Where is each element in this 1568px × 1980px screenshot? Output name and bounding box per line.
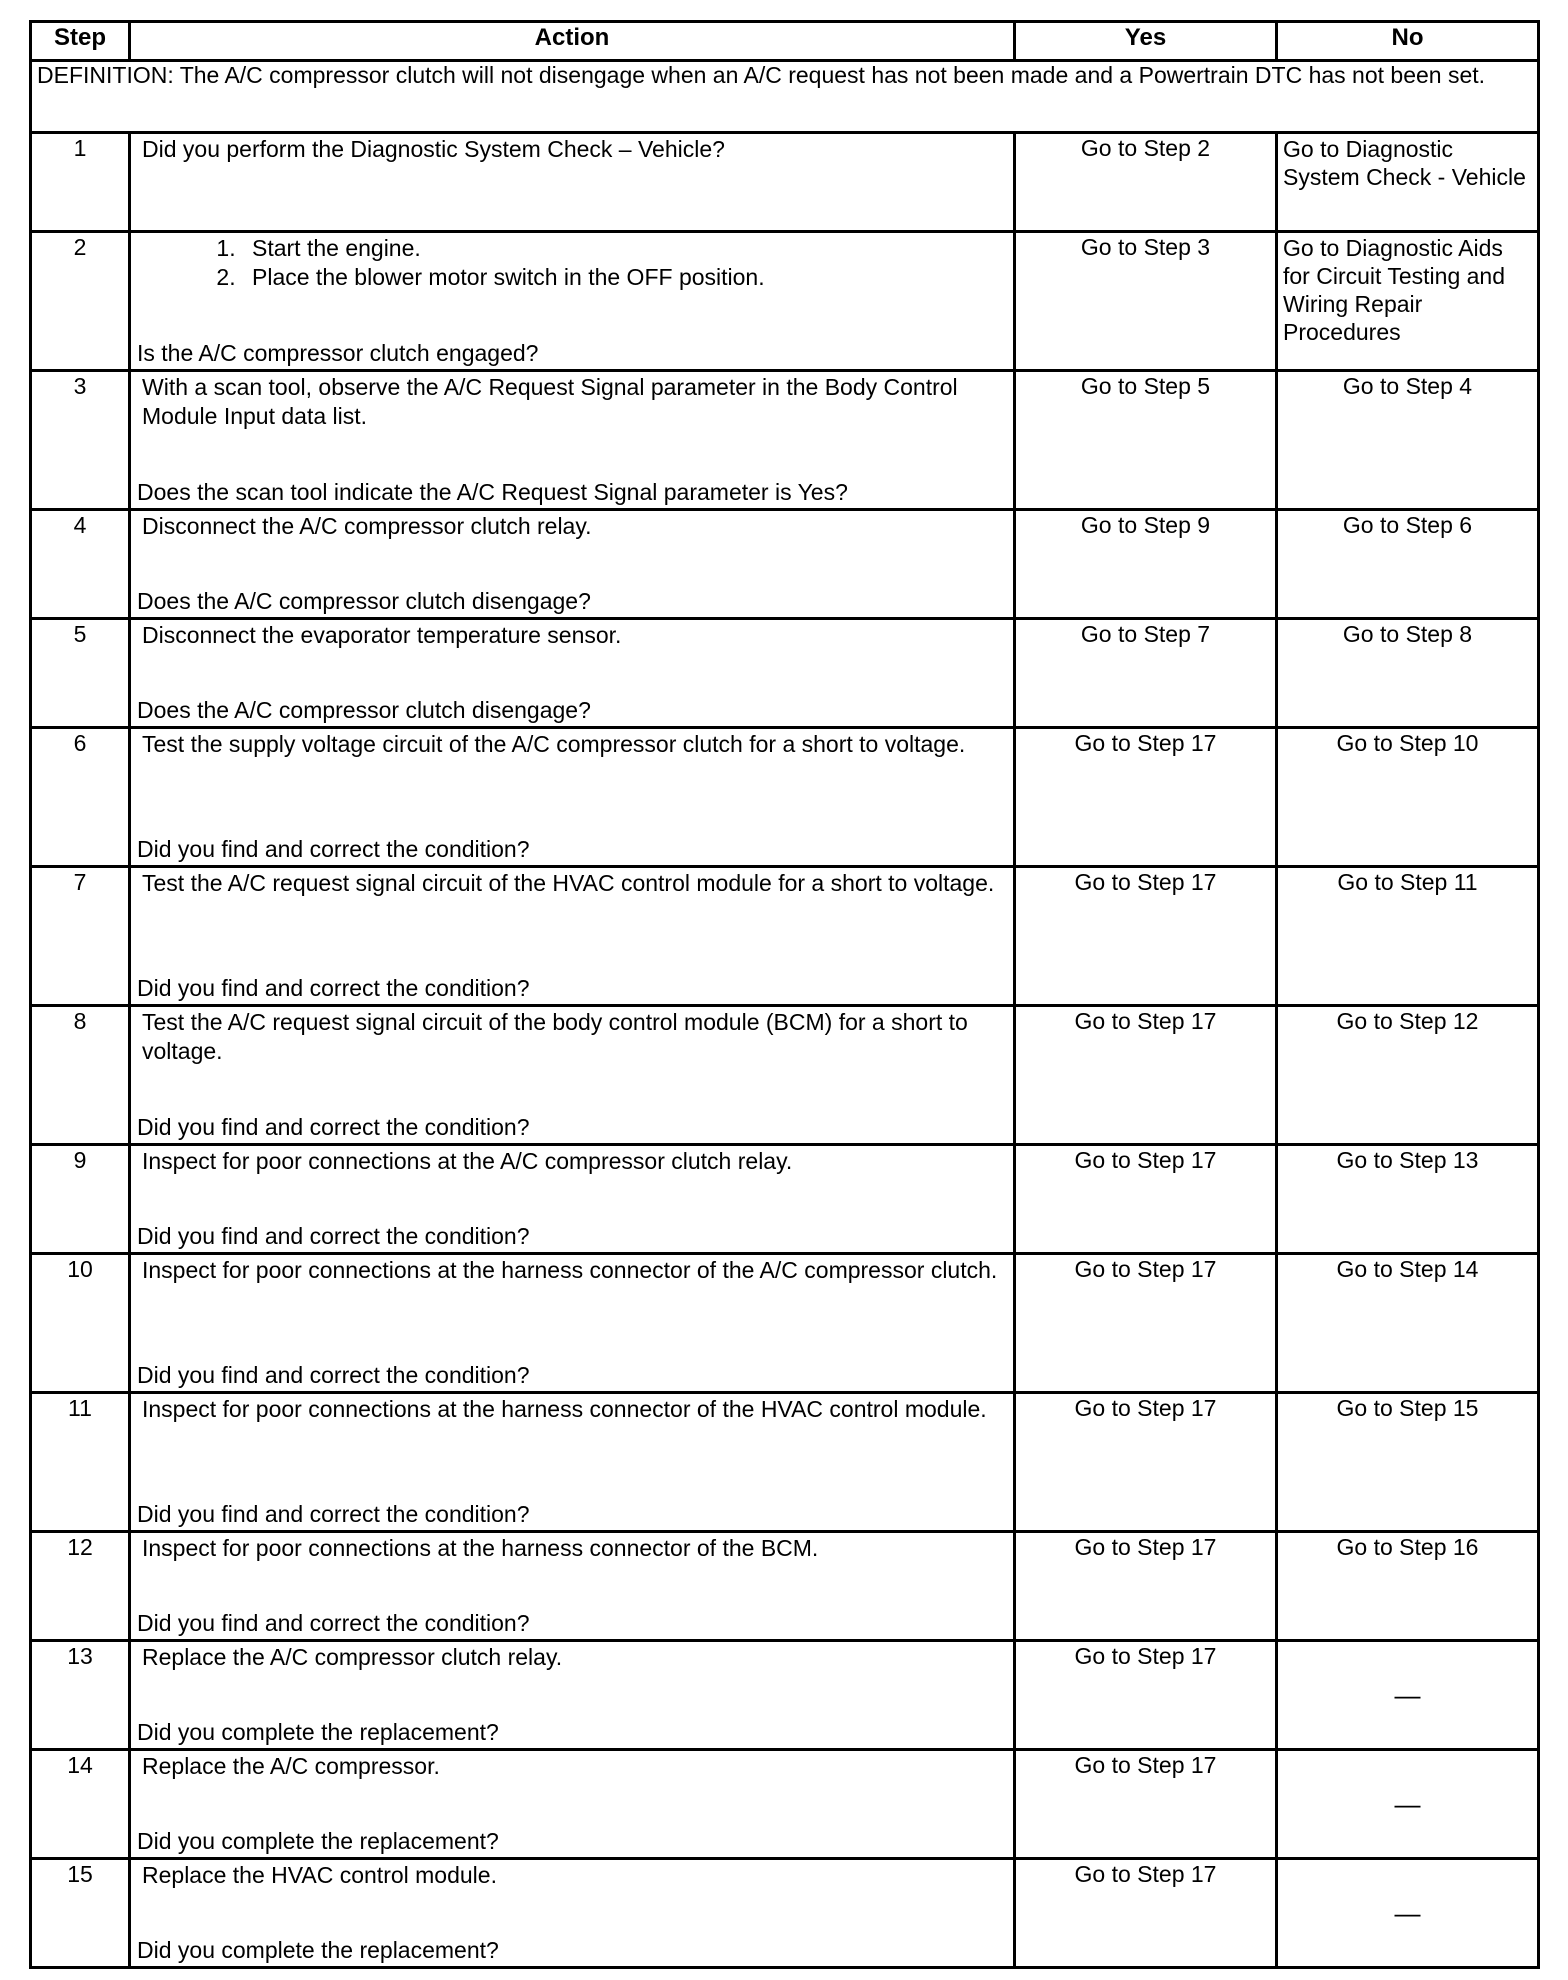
no-cell: Go to Step 14 — [1277, 1254, 1539, 1393]
no-column-header: No — [1277, 22, 1539, 61]
action-question: Did you find and correct the condition? — [137, 1501, 530, 1527]
action-instruction: Inspect for poor connections at the harness connector of the A/C compressor clutch. — [142, 1257, 998, 1283]
action-question: Does the scan tool indicate the A/C Request Signal parameter is Yes? — [137, 479, 848, 505]
step-number: 3 — [31, 371, 130, 510]
diagnostic-table — [29, 20, 1540, 1969]
no-cell: Go to Step 12 — [1277, 1006, 1539, 1145]
step-number: 13 — [31, 1641, 130, 1750]
action-cell — [130, 1750, 1015, 1859]
yes-cell: Go to Step 17 — [1015, 1641, 1277, 1750]
table-row — [31, 1641, 1539, 1750]
no-cell: Go to Step 13 — [1277, 1145, 1539, 1254]
action-instruction: Replace the HVAC control module. — [142, 1862, 497, 1888]
action-column-header: Action — [130, 22, 1015, 61]
action-cell — [130, 1859, 1015, 1968]
step-number: 10 — [31, 1254, 130, 1393]
yes-cell: Go to Step 17 — [1015, 1750, 1277, 1859]
action-instruction: Did you perform the Diagnostic System Check – Vehicle? — [142, 136, 725, 162]
yes-cell: Go to Step 17 — [1015, 728, 1277, 867]
no-cell: Go to Step 15 — [1277, 1393, 1539, 1532]
step-number: 15 — [31, 1859, 130, 1968]
action-question: Did you find and correct the condition? — [137, 1362, 530, 1388]
action-cell — [130, 133, 1015, 232]
no-cell: Go to Step 16 — [1277, 1532, 1539, 1641]
step-number: 7 — [31, 867, 130, 1006]
step-number: 6 — [31, 728, 130, 867]
step-column-header: Step — [31, 22, 130, 61]
no-cell: Go to Step 8 — [1277, 619, 1539, 728]
action-instruction: Test the A/C request signal circuit of the HVAC control module for a short to voltage. — [142, 870, 995, 896]
step-number: 14 — [31, 1750, 130, 1859]
yes-cell: Go to Step 2 — [1015, 133, 1277, 232]
no-cell: Go to Step 4 — [1277, 371, 1539, 510]
no-cell: — — [1277, 1859, 1539, 1968]
yes-cell: Go to Step 17 — [1015, 1145, 1277, 1254]
step-number: 5 — [31, 619, 130, 728]
action-instruction: With a scan tool, observe the A/C Request Signal parameter in the Body Control Module Input data list. — [142, 374, 958, 429]
action-steps-list — [142, 234, 1002, 292]
action-question: Did you find and correct the condition? — [137, 975, 530, 1001]
action-instruction: Inspect for poor connections at the A/C compressor clutch relay. — [142, 1148, 793, 1174]
table-row — [31, 728, 1539, 867]
action-question: Did you complete the replacement? — [137, 1828, 499, 1854]
action-instruction: Test the supply voltage circuit of the A/C compressor clutch for a short to voltage. — [142, 731, 966, 757]
table-row — [31, 619, 1539, 728]
yes-cell: Go to Step 9 — [1015, 510, 1277, 619]
step-number: 11 — [31, 1393, 130, 1532]
action-cell — [130, 1145, 1015, 1254]
yes-cell: Go to Step 17 — [1015, 1532, 1277, 1641]
action-question: Did you find and correct the condition? — [137, 1114, 530, 1140]
action-cell — [130, 1393, 1015, 1532]
action-instruction — [136, 233, 1008, 292]
no-cell: Go to Diagnostic Aids for Circuit Testing and Wiring Repair Procedures — [1277, 232, 1539, 371]
yes-column-header: Yes — [1015, 22, 1277, 61]
action-question: Did you complete the replacement? — [137, 1719, 499, 1745]
yes-cell: Go to Step 3 — [1015, 232, 1277, 371]
yes-cell: Go to Step 17 — [1015, 867, 1277, 1006]
action-cell — [130, 371, 1015, 510]
step-number: 9 — [31, 1145, 130, 1254]
list-item: 2. Place the blower motor switch in the OFF position. — [242, 263, 1002, 292]
action-instruction: Replace the A/C compressor clutch relay. — [142, 1644, 563, 1670]
yes-cell: Go to Step 17 — [1015, 1859, 1277, 1968]
action-question: Did you find and correct the condition? — [137, 1223, 530, 1249]
definition-row — [31, 61, 1539, 133]
action-cell — [130, 510, 1015, 619]
action-cell — [130, 867, 1015, 1006]
action-instruction: Disconnect the A/C compressor clutch relay. — [142, 513, 592, 539]
definition-text: DEFINITION: The A/C compressor clutch will not disengage when an A/C request has not been made and a Powertrain DTC has not been set. — [31, 61, 1539, 133]
table-row — [31, 1006, 1539, 1145]
yes-cell: Go to Step 5 — [1015, 371, 1277, 510]
table-row — [31, 371, 1539, 510]
table-row — [31, 232, 1539, 371]
step-number: 1 — [31, 133, 130, 232]
header-row — [31, 22, 1539, 61]
action-cell — [130, 1641, 1015, 1750]
action-question: Does the A/C compressor clutch disengage? — [137, 588, 591, 614]
no-cell: — — [1277, 1641, 1539, 1750]
action-cell — [130, 728, 1015, 867]
table-row — [31, 133, 1539, 232]
table-row — [31, 1145, 1539, 1254]
action-question: Is the A/C compressor clutch engaged? — [137, 340, 539, 366]
action-question: Did you complete the replacement? — [137, 1937, 499, 1963]
action-cell — [130, 619, 1015, 728]
action-cell — [130, 232, 1015, 371]
action-instruction: Inspect for poor connections at the harness connector of the BCM. — [142, 1535, 819, 1561]
no-cell: Go to Diagnostic System Check - Vehicle — [1277, 133, 1539, 232]
table-row — [31, 1393, 1539, 1532]
yes-cell: Go to Step 7 — [1015, 619, 1277, 728]
yes-cell: Go to Step 17 — [1015, 1006, 1277, 1145]
action-question: Did you find and correct the condition? — [137, 836, 530, 862]
step-number: 12 — [31, 1532, 130, 1641]
action-instruction: Replace the A/C compressor. — [142, 1753, 440, 1779]
no-cell: Go to Step 10 — [1277, 728, 1539, 867]
step-number: 2 — [31, 232, 130, 371]
action-question: Did you find and correct the condition? — [137, 1610, 530, 1636]
action-cell — [130, 1006, 1015, 1145]
action-question: Does the A/C compressor clutch disengage? — [137, 697, 591, 723]
table-row — [31, 510, 1539, 619]
action-instruction: Inspect for poor connections at the harness connector of the HVAC control module. — [142, 1396, 987, 1422]
table-row — [31, 1859, 1539, 1968]
no-cell: Go to Step 11 — [1277, 867, 1539, 1006]
table-row — [31, 1750, 1539, 1859]
list-item: 1. Start the engine. — [242, 234, 1002, 263]
table-row — [31, 867, 1539, 1006]
action-instruction: Test the A/C request signal circuit of the body control module (BCM) for a short to voltage. — [142, 1009, 968, 1064]
yes-cell: Go to Step 17 — [1015, 1254, 1277, 1393]
action-cell — [130, 1532, 1015, 1641]
yes-cell: Go to Step 17 — [1015, 1393, 1277, 1532]
no-cell: — — [1277, 1750, 1539, 1859]
action-instruction: Disconnect the evaporator temperature sensor. — [142, 622, 622, 648]
table-row — [31, 1254, 1539, 1393]
action-cell — [130, 1254, 1015, 1393]
no-cell: Go to Step 6 — [1277, 510, 1539, 619]
step-number: 4 — [31, 510, 130, 619]
table-row — [31, 1532, 1539, 1641]
step-number: 8 — [31, 1006, 130, 1145]
